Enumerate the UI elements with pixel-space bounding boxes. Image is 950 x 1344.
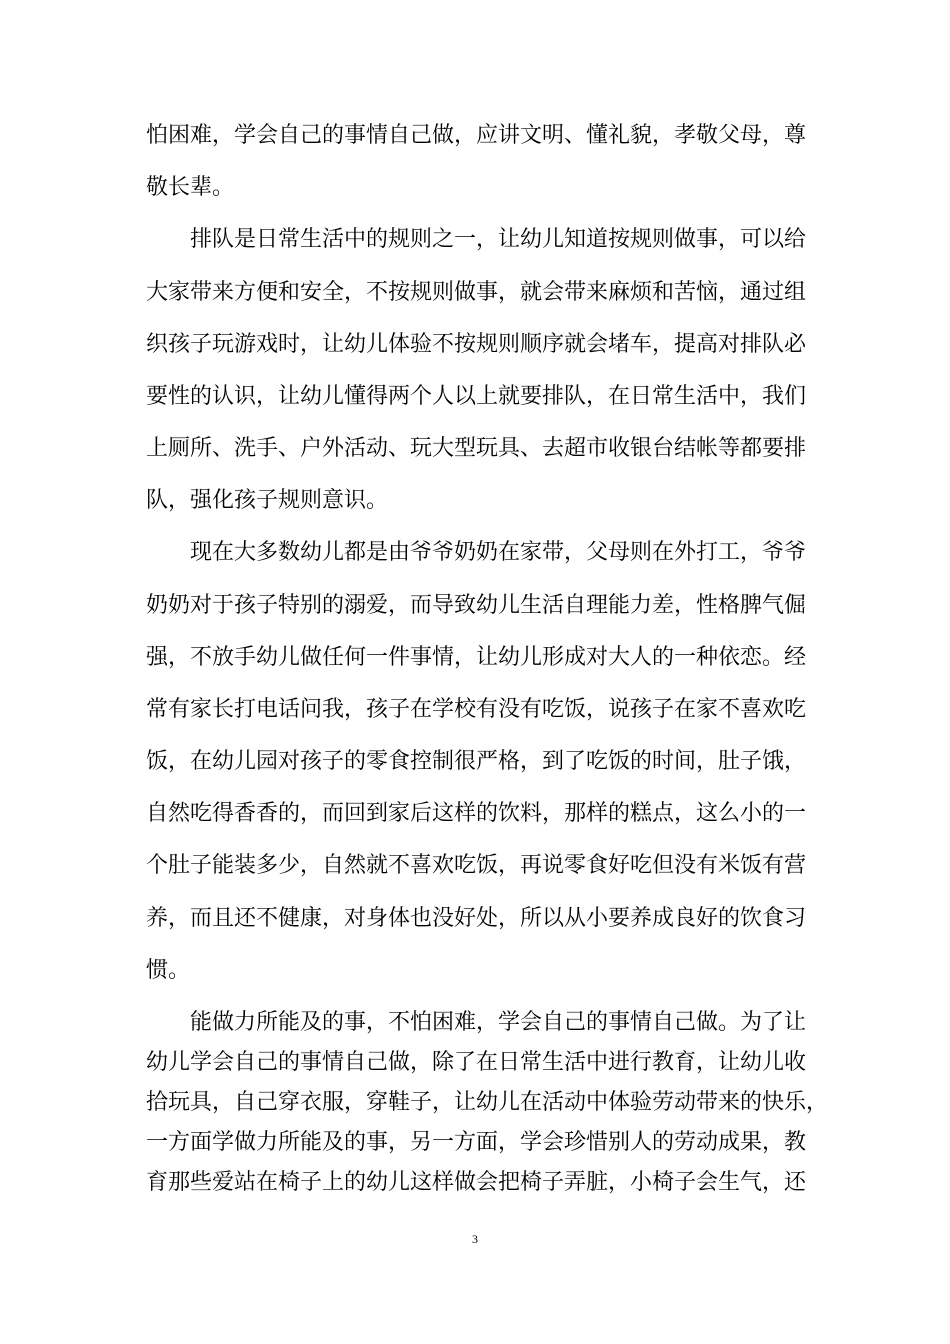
paragraph-line: 大家带来方便和安全，不按规则做事，就会带来麻烦和苦恼，通过组 [146, 280, 807, 305]
paragraph-line: 一方面学做力所能及的事，另一方面，学会珍惜别人的劳动成果，教 [146, 1130, 807, 1155]
paragraph-line: 幼儿学会自己的事情自己做，除了在日常生活中进行教育，让幼儿收 [146, 1050, 807, 1075]
paragraph-line: 能做力所能及的事，不怕困难，学会自己的事情自己做。为了让 [190, 1010, 807, 1035]
paragraph-line: 常有家长打电话问我，孩子在学校有没有吃饭，说孩子在家不喜欢吃 [146, 697, 807, 722]
paragraph-line: 队，强化孩子规则意识。 [146, 488, 389, 513]
paragraph-line: 织孩子玩游戏时，让幼儿体验不按规则顺序就会堵车，提高对排队必 [146, 332, 807, 357]
paragraph-line: 饭，在幼儿园对孩子的零食控制很严格，到了吃饭的时间，肚子饿， [146, 749, 807, 774]
paragraph-line: 怕困难，学会自己的事情自己做，应讲文明、懂礼貌，孝敬父母，尊 [146, 123, 807, 148]
paragraph-line: 现在大多数幼儿都是由爷爷奶奶在家带，父母则在外打工，爷爷 [190, 540, 807, 565]
paragraph-line: 拾玩具，自己穿衣服，穿鞋子，让幼儿在活动中体验劳动带来的快乐， [146, 1090, 829, 1115]
paragraph-line: 上厕所、洗手、户外活动、玩大型玩具、去超市收银台结帐等都要排 [146, 436, 807, 461]
paragraph-line: 敬长辈。 [146, 175, 235, 200]
page-number: 3 [472, 1232, 478, 1246]
paragraph-line: 个肚子能装多少，自然就不喜欢吃饭，再说零食好吃但没有米饭有营 [146, 853, 807, 878]
paragraph-line: 排队是日常生活中的规则之一，让幼儿知道按规则做事，可以给 [190, 227, 807, 252]
paragraph-line: 惯。 [146, 958, 191, 983]
paragraph-line: 养，而且还不健康，对身体也没好处，所以从小要养成良好的饮食习 [146, 906, 807, 931]
paragraph-line: 要性的认识，让幼儿懂得两个人以上就要排队，在日常生活中，我们 [146, 384, 807, 409]
paragraph-line: 自然吃得香香的，而回到家后这样的饮料，那样的糕点，这么小的一 [146, 801, 807, 826]
paragraph-line: 育那些爱站在椅子上的幼儿这样做会把椅子弄脏，小椅子会生气，还 [146, 1170, 807, 1195]
paragraph-line: 强，不放手幼儿做任何一件事情，让幼儿形成对大人的一种依恋。经 [146, 645, 807, 670]
paragraph-line: 奶奶对于孩子特别的溺爱，而导致幼儿生活自理能力差，性格脾气倔 [146, 593, 807, 618]
